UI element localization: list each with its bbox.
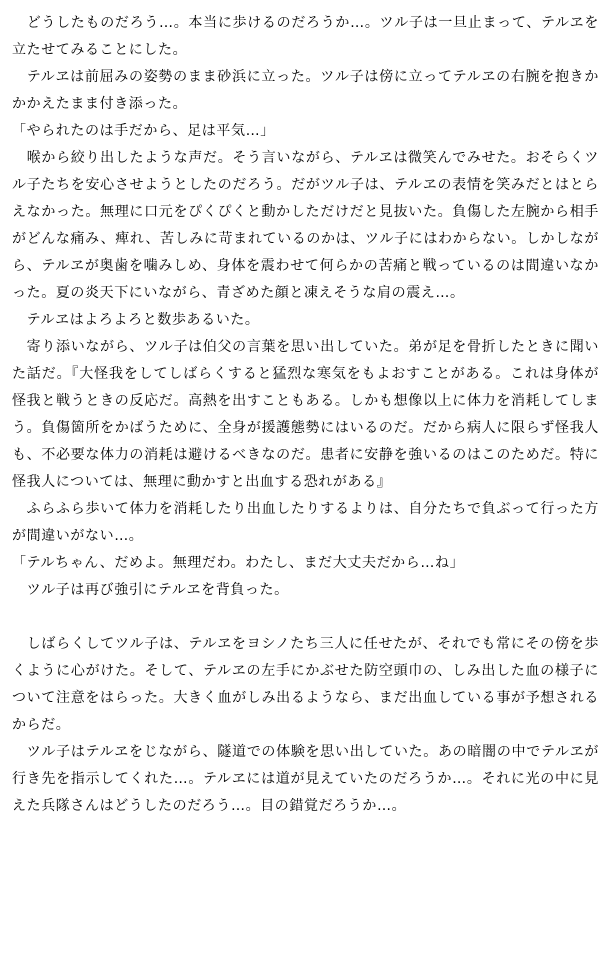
paragraph: 寄り添いながら、ツル子は伯父の言葉を思い出していた。弟が足を骨折したときに聞いた話だ。『大怪我をしてしばらくすると猛烈な寒気をもよおすことがある。これは身体が怪我と戦うときの反応だ。高熱を出すこともある。しかも想像以上に体力を消耗してしまう。負傷箇所をかばうために、全身が援護態勢にはいるのだ。だから病人に限らず怪我人も、不必要な体力の消耗は避けるべきなのだ。患者に安静を強いるのはこのためだ。特に怪我人については、無理に動かすと出血する恐れがある』 — [12, 339, 599, 490]
paragraph: テルヱはよろよろと数歩あるいた。 — [12, 312, 260, 328]
paragraph: 喉から絞り出したような声だ。そう言いながら、テルヱは微笑んでみせた。おそらくツル子たちを安心させようとしたのだろう。だがツル子は、テルヱの表情を笑みだとはとらえなかった。無理に口元をぴくぴくと動かしただけだと見抜いた。負傷した左腕から相手がどんな痛み、痺れ、苦しみに苛まれているのかは、ツル子にはわからない。しかしながら、テルヱが奥歯を噛みしめ、身体を震わせて何らかの苦痛と戦っているのは間違いなかった。夏の炎天下にいながら、青ざめた顔と凍えそうな肩の震え…。 — [12, 150, 599, 301]
paragraph: ツル子は再び強引にテルヱを背負った。 — [12, 582, 289, 598]
paragraph: 「やられたのは手だから、足は平気…」 — [12, 123, 275, 139]
paragraph: ふらふら歩いて体力を消耗したり出血したりするよりは、自分たちで負ぶって行った方が間違いがない…。 — [12, 501, 599, 544]
section-break — [12, 604, 599, 631]
paragraph: しばらくしてツル子は、テルヱをヨシノたち三人に任せたが、それでも常にその傍を歩くように心がけた。そして、テルヱの左手にかぶせた防空頭巾の、しみ出した血の様子について注意をはらった。大きく血がしみ出るようなら、まだ出血している事が予想されるからだ。 — [12, 636, 599, 733]
paragraph: どうしたものだろう…。本当に歩けるのだろうか…。ツル子は一旦止まって、テルヱを立たせてみることにした。 — [12, 15, 599, 58]
paragraph: 「テルちゃん、だめよ。無理だわ。わたし、まだ大丈夫だから…ね」 — [12, 555, 465, 571]
paragraph: ツル子はテルヱをじながら、隧道での体験を思い出していた。あの暗闇の中でテルヱが行き先を指示してくれた…。テルヱには道が見えていたのだろうか…。それに光の中に見えた兵隊さんはどうしたのだろう…。目の錯覚だろうか…。 — [12, 744, 599, 814]
paragraph: テルヱは前屈みの姿勢のまま砂浜に立った。ツル子は傍に立ってテルヱの右腕を抱きかかかえたまま付き添った。 — [12, 69, 599, 112]
